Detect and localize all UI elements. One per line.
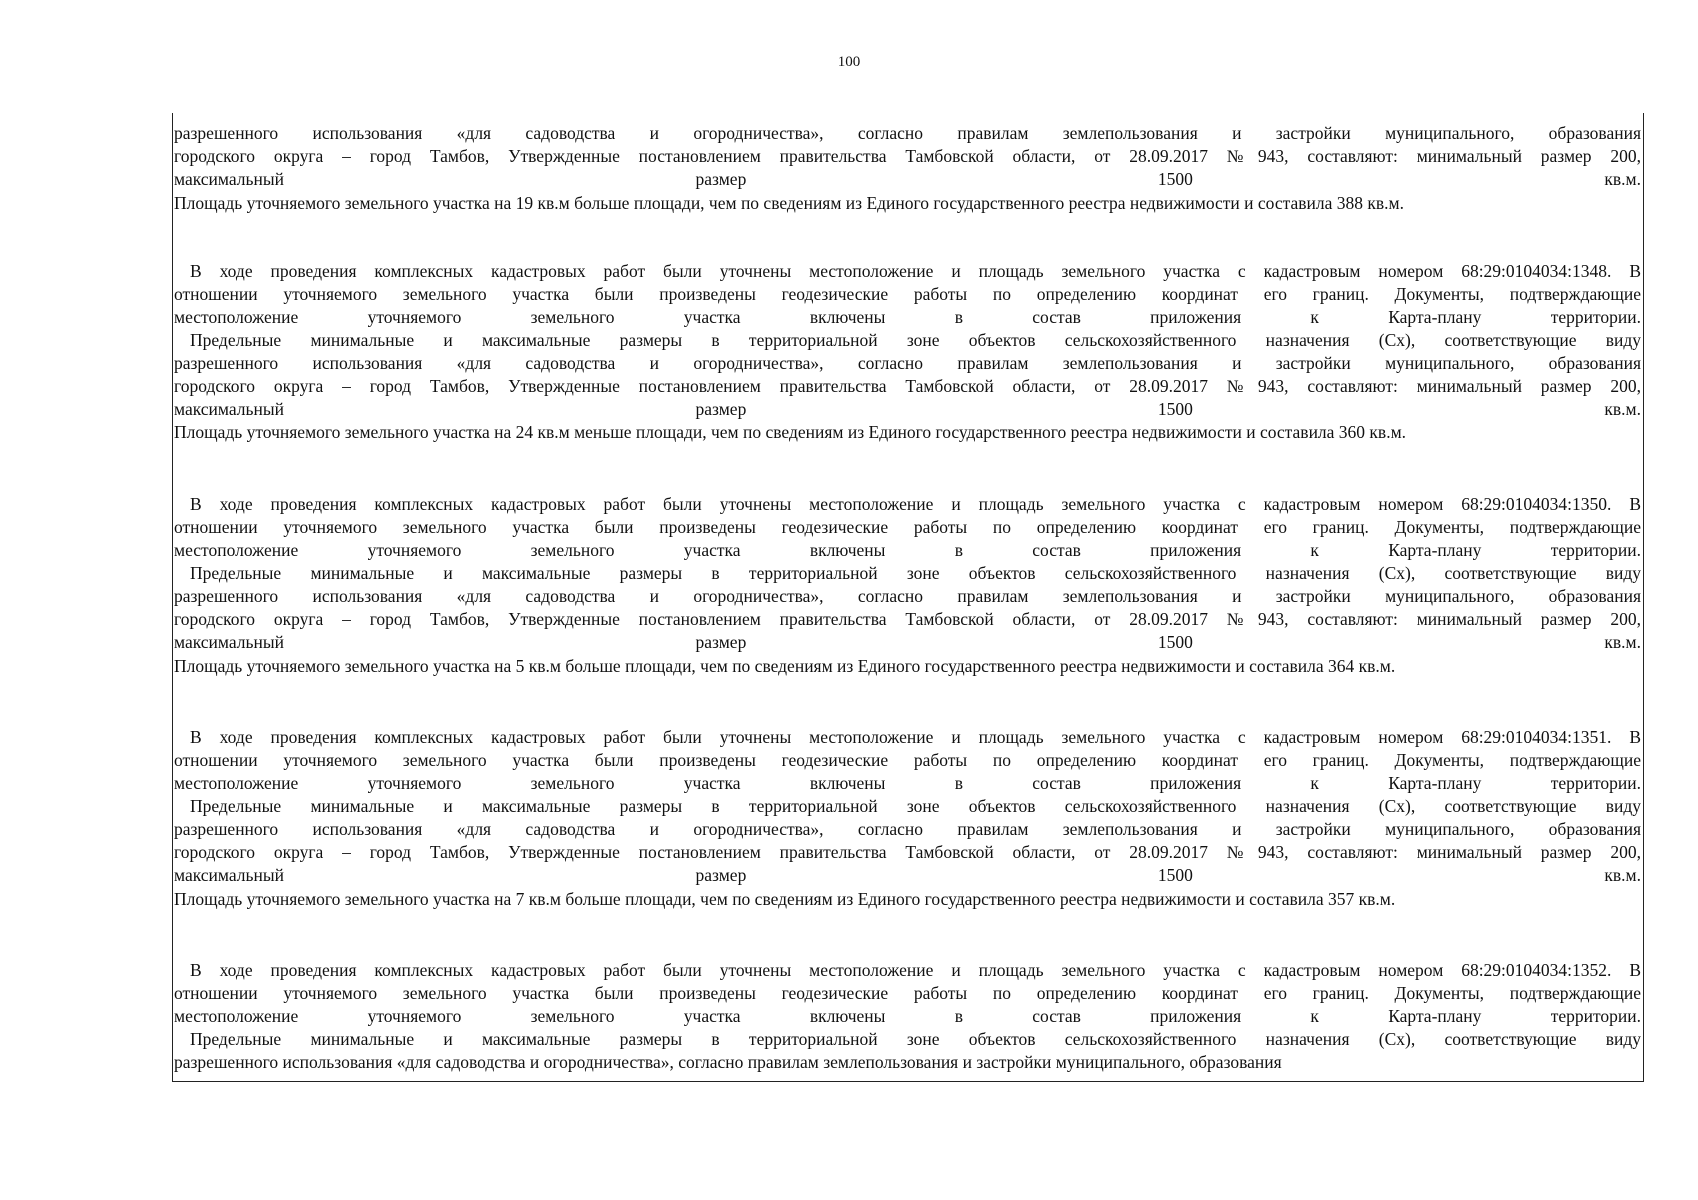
text-line: местоположение уточняемого земельного участка включены в состав приложения к Карта-плану территории. bbox=[174, 307, 1641, 327]
paragraph-first-line: В ходе проведения комплексных кадастровых работ были уточнены местоположение и площадь земельного участка с кадастровым номером 68:29:0104034:1348. В bbox=[190, 261, 1641, 281]
paragraph-first-line: Предельные минимальные и максимальные размеры в территориальной зоне объектов сельскохозяйственного назначения (Сх), соответствующие виду bbox=[190, 1029, 1641, 1049]
text-line: местоположение уточняемого земельного участка включены в состав приложения к Карта-плану территории. bbox=[174, 540, 1641, 560]
paragraph-first-line: В ходе проведения комплексных кадастровых работ были уточнены местоположение и площадь земельного участка с кадастровым номером 68:29:0104034:1350. В bbox=[190, 494, 1641, 514]
text-line: отношении уточняемого земельного участка были произведены геодезические работы по определению координат его границ. Документы, подтверждающие bbox=[174, 750, 1641, 770]
text-line: максимальный размер 1500 кв.м. bbox=[174, 865, 1641, 885]
text-line: Площадь уточняемого земельного участка на 19 кв.м больше площади, чем по сведениям из Единого государственного реестра недвижимости и составила 388 кв.м. bbox=[174, 193, 1404, 213]
text-line: отношении уточняемого земельного участка были произведены геодезические работы по определению координат его границ. Документы, подтверждающие bbox=[174, 284, 1641, 304]
text-line: городского округа – город Тамбов, Утвержденные постановлением правительства Тамбовской области, от 28.09.2017 №943, составляют: минимальный размер 200, bbox=[174, 146, 1641, 166]
text-line: максимальный размер 1500 кв.м. bbox=[174, 632, 1641, 652]
text-line: разрешенного использования «для садоводства и огородничества», согласно правилам землепользования и застройки муниципального, образования bbox=[174, 586, 1641, 606]
text-line: отношении уточняемого земельного участка были произведены геодезические работы по определению координат его границ. Документы, подтверждающие bbox=[174, 517, 1641, 537]
paragraph-first-line: Предельные минимальные и максимальные размеры в территориальной зоне объектов сельскохозяйственного назначения (Сх), соответствующие виду bbox=[190, 330, 1641, 350]
paragraph-first-line: Предельные минимальные и максимальные размеры в территориальной зоне объектов сельскохозяйственного назначения (Сх), соответствующие виду bbox=[190, 796, 1641, 816]
paragraph-first-line: В ходе проведения комплексных кадастровых работ были уточнены местоположение и площадь земельного участка с кадастровым номером 68:29:0104034:1351. В bbox=[190, 727, 1641, 747]
text-line: местоположение уточняемого земельного участка включены в состав приложения к Карта-плану территории. bbox=[174, 1006, 1641, 1026]
text-line: Площадь уточняемого земельного участка на 24 кв.м меньше площади, чем по сведениям из Единого государственного реестра недвижимости и составила 360 кв.м. bbox=[174, 422, 1407, 442]
text-line: отношении уточняемого земельного участка были произведены геодезические работы по определению координат его границ. Документы, подтверждающие bbox=[174, 983, 1641, 1003]
text-line: максимальный размер 1500 кв.м. bbox=[174, 399, 1641, 419]
text-line: разрешенного использования «для садоводства и огородничества», согласно правилам землепользования и застройки муниципального, образования bbox=[174, 1052, 1282, 1072]
paragraph-first-line: В ходе проведения комплексных кадастровых работ были уточнены местоположение и площадь земельного участка с кадастровым номером 68:29:0104034:1352. В bbox=[190, 960, 1641, 980]
text-line: максимальный размер 1500 кв.м. bbox=[174, 169, 1641, 189]
text-line: Площадь уточняемого земельного участка на 7 кв.м больше площади, чем по сведениям из Единого государственного реестра недвижимости и составила 357 кв.м. bbox=[174, 889, 1396, 909]
text-line: городского округа – город Тамбов, Утвержденные постановлением правительства Тамбовской области, от 28.09.2017 №943, составляют: минимальный размер 200, bbox=[174, 376, 1641, 396]
text-line: разрешенного использования «для садоводства и огородничества», согласно правилам землепользования и застройки муниципального, образования bbox=[174, 123, 1641, 143]
text-line: Площадь уточняемого земельного участка на 5 кв.м больше площади, чем по сведениям из Единого государственного реестра недвижимости и составила 364 кв.м. bbox=[174, 656, 1396, 676]
text-line: разрешенного использования «для садоводства и огородничества», согласно правилам землепользования и застройки муниципального, образования bbox=[174, 819, 1641, 839]
paragraph-first-line: Предельные минимальные и максимальные размеры в территориальной зоне объектов сельскохозяйственного назначения (Сх), соответствующие виду bbox=[190, 563, 1641, 583]
text-line: местоположение уточняемого земельного участка включены в состав приложения к Карта-плану территории. bbox=[174, 773, 1641, 793]
page-number: 100 bbox=[837, 54, 861, 70]
text-line: городского округа – город Тамбов, Утвержденные постановлением правительства Тамбовской области, от 28.09.2017 №943, составляют: минимальный размер 200, bbox=[174, 842, 1641, 862]
text-line: разрешенного использования «для садоводства и огородничества», согласно правилам землепользования и застройки муниципального, образования bbox=[174, 353, 1641, 373]
text-line: городского округа – город Тамбов, Утвержденные постановлением правительства Тамбовской области, от 28.09.2017 №943, составляют: минимальный размер 200, bbox=[174, 609, 1641, 629]
